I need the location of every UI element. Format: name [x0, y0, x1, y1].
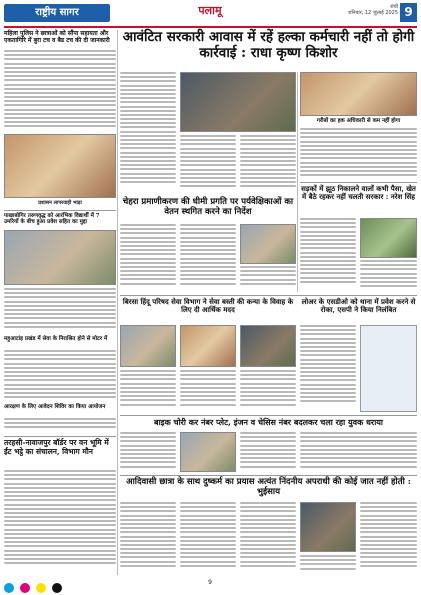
center-headline: चेहरा प्रमाणीकरण की धीमी प्रगति पर पर्यवेक्षिकाओं का वेतन स्थगित करने का निर्देश [122, 197, 294, 217]
divider [4, 210, 116, 211]
lead-photo [180, 72, 296, 132]
divider [120, 295, 417, 296]
divider [4, 436, 116, 437]
registration-dot [4, 583, 14, 593]
left-small-body [4, 350, 116, 402]
right-mid-body-col-1 [300, 218, 356, 292]
masthead-rule [4, 26, 417, 28]
lower-photo-2 [180, 325, 236, 367]
right-top-photo [300, 72, 417, 116]
right-top-body [300, 128, 417, 180]
right-mid-photo [360, 218, 417, 258]
left-mid-body [4, 288, 116, 333]
divider [120, 475, 417, 476]
bottom-body-col-2 [180, 502, 236, 574]
left-bottom-body [4, 470, 116, 574]
section-name: पलामू [198, 4, 222, 17]
newspaper-brand: राष्ट्रीय सागर [4, 4, 110, 22]
bike-headline: बाइक चोरी कर नंबर प्लेट, इंजन व चेसिस नंबर बदलकर चला रहा युवक धराया [154, 417, 383, 427]
date-label: शनिवार, 12 जुलाई 2025 [348, 10, 398, 16]
lead-body-col-1 [120, 72, 176, 192]
bottom-body-col-4 [300, 555, 356, 574]
left-mid-photo [4, 230, 116, 285]
right-strip-body [300, 325, 356, 412]
left-small-body-2 [4, 418, 116, 433]
bottom-body-col-1 [120, 502, 176, 574]
left-small-headline-2: आरक्षण के लिए आवेदन शिविर का किया आयोजन [4, 404, 106, 410]
left-mid-headline: पाखाबोगिर तरुणवृद्ध को आरंभिक विद्यार्थी में 7 उमरियों के बीच हुआ प्रवेश सहित का मुद्दा [4, 213, 100, 226]
lead-body-col-3 [240, 135, 296, 193]
right-strip-headline: लोअर के एसडीओ को थाना में प्रवेश करने से रोका, एसपी ने किया निलंबित [301, 297, 416, 315]
registration-dot [52, 583, 62, 593]
right-mid-body-col-2 [360, 260, 417, 292]
bottom-body-col-3 [240, 502, 296, 574]
registration-dot [36, 583, 46, 593]
bike-body-col-2 [240, 432, 296, 472]
divider [120, 415, 417, 416]
left-top-photo [4, 134, 116, 198]
lower-photo-3 [240, 325, 296, 367]
bike-body-col-1 [120, 432, 176, 472]
bottom-photo [300, 502, 356, 552]
bottom-body-col-5 [360, 502, 417, 574]
bike-photo [180, 432, 236, 472]
column-rule [297, 72, 298, 292]
left-bottom-headline: तरहसी-नावाजपुर बॉर्डर पर वन भूमि में ईंट भट्ठे का संचालन, विभाग मौन [4, 438, 109, 456]
lower-photo-1 [120, 325, 176, 367]
center-body-col-2 [180, 224, 236, 292]
left-top-body [4, 50, 116, 132]
right-mid-headline: सड़कों में झूठ निकालने वालों कभी पैसा, खेत में बैठे रहकर नहीं चलती सरकार : नरेश सिंह [301, 184, 416, 202]
lead-body-col-2 [180, 135, 236, 193]
page-number: 9 [400, 3, 417, 22]
left-mid-subhead: प्रशासन लापरवाही भाड़ा [38, 200, 82, 206]
divider [300, 182, 417, 183]
city-label: रांची [390, 4, 398, 10]
center-body-col-3 [240, 266, 296, 292]
center-photo [240, 224, 296, 264]
column-rule [117, 30, 118, 575]
lower-body-col-1 [120, 370, 176, 412]
bike-body-col-3 [300, 432, 417, 472]
dateline [318, 4, 398, 16]
center-low-headline: बिरसा हिंदू परिषद सेवा विभाग ने सेवा बस्ती की कन्या के विवाह के लिए दी आर्थिक मदद [122, 297, 294, 315]
registration-dot [20, 583, 30, 593]
advert-box [360, 325, 417, 412]
masthead [0, 0, 421, 26]
lower-body-col-3 [240, 370, 296, 412]
lower-body-col-2 [180, 370, 236, 412]
lead-headline: आवंटित सरकारी आवास में रहें हल्का कर्मचारी नहीं तो होगी कार्रवाई : राधा कृष्ण किशोर [122, 29, 415, 61]
left-small-headline: महुआटांड़ प्रखंड में सेवा के निराश्रित होने से मोटर में [4, 336, 108, 342]
left-top-headline: महिला पुलिस ने छात्राओं को सौंपा सहायता और एकतागिरि में बुरा टच व बैड टच की दी जानकारी [4, 30, 110, 44]
center-body-col-1 [120, 224, 176, 292]
bottom-headline: आदिवासी छात्रा के साथ दुष्कर्म का प्रयास अत्यंत निंदनीय अपराधी की कोई जात नहीं होती : भुईसाय [126, 477, 411, 497]
right-top-headline: गरीबों का हक अधिकारी से कम नहीं होगा [316, 118, 401, 124]
footer-page-number: 9 [208, 579, 212, 586]
